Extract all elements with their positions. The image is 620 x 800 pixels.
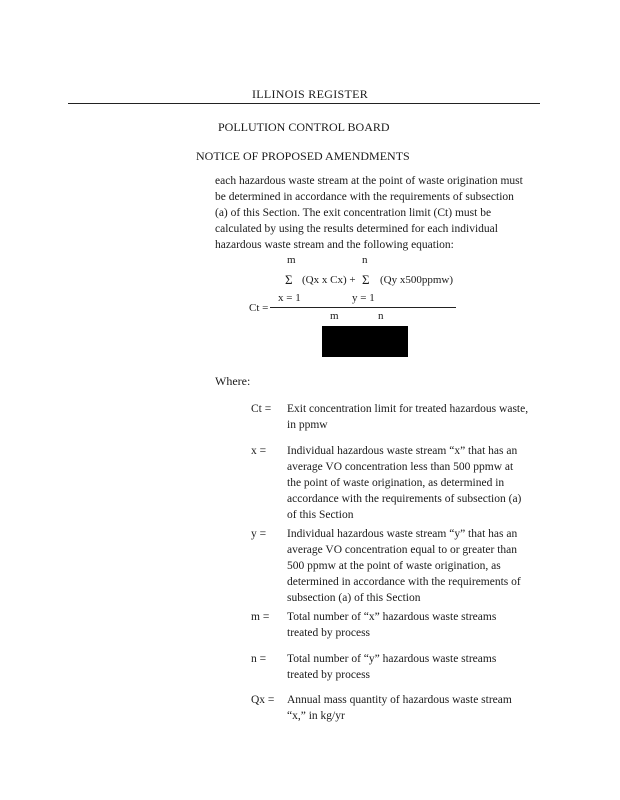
- definition-term: Qx =: [251, 694, 275, 706]
- definition-line: subsection (a) of this Section: [287, 592, 421, 604]
- definition-line: the point of waste origination, as determined in: [287, 477, 505, 489]
- definition-line: Total number of “x” hazardous waste streams: [287, 611, 497, 623]
- definition-line: Total number of “y” hazardous waste streams: [287, 653, 497, 665]
- where-label: Where:: [215, 374, 251, 388]
- sum2-term: (Qy x500ppmw): [380, 274, 454, 286]
- definition-term: Ct =: [251, 403, 272, 415]
- definition-line: Individual hazardous waste stream “y” that has an: [287, 528, 518, 540]
- definition-line: determined in accordance with the requirements of: [287, 576, 521, 588]
- paragraph-line: hazardous waste stream and the following equation:: [215, 239, 454, 251]
- denominator-m: m: [330, 310, 339, 322]
- definition-line: 500 ppmw at the point of waste origination, as: [287, 560, 501, 572]
- equation-lhs: Ct =: [249, 302, 269, 314]
- sum1-sigma: Σ: [285, 272, 293, 287]
- definition-line: Annual mass quantity of hazardous waste stream: [287, 694, 512, 706]
- paragraph-line: (a) of this Section. The exit concentration limit (Ct) must be: [215, 207, 492, 219]
- definition-line: “x,” in kg/yr: [287, 710, 345, 722]
- definition-term: y =: [251, 528, 267, 540]
- sum2-upper-limit: n: [362, 254, 368, 266]
- definition-line: of this Section: [287, 509, 354, 521]
- definition-line: Exit concentration limit for treated hazardous waste,: [287, 403, 529, 415]
- definition-line: in ppmw: [287, 419, 328, 431]
- paragraph-line: calculated by using the results determined for each individual: [215, 223, 498, 235]
- intro-paragraph: [215, 173, 545, 253]
- sum1-upper-limit: m: [287, 254, 296, 266]
- definition-line: accordance with the requirements of subsection (a): [287, 493, 522, 505]
- definition-line: average VO concentration equal to or greater than: [287, 544, 517, 556]
- notice-title: NOTICE OF PROPOSED AMENDMENTS: [196, 149, 410, 163]
- sum2-sigma: Σ: [362, 272, 370, 287]
- definition-line: Individual hazardous waste stream “x” that has an: [287, 445, 518, 457]
- header-rule: [68, 103, 540, 104]
- definition-line: treated by process: [287, 669, 371, 681]
- board-name: POLLUTION CONTROL BOARD: [218, 120, 390, 134]
- sum1-lower-limit: x = 1: [278, 292, 301, 304]
- definition-term: x =: [251, 445, 267, 457]
- definition-term: n =: [251, 653, 267, 665]
- register-title: ILLINOIS REGISTER: [251, 87, 369, 101]
- sum2-lower-limit: y = 1: [352, 292, 375, 304]
- definition-term: m =: [251, 611, 270, 623]
- definition-line: treated by process: [287, 627, 371, 639]
- definition-line: average VO concentration less than 500 ppmw at: [287, 461, 514, 473]
- denominator-n: n: [378, 310, 384, 322]
- redaction-block: [322, 326, 408, 357]
- paragraph-line: be determined in accordance with the requirements of subsection: [215, 191, 514, 203]
- paragraph-line: each hazardous waste stream at the point of waste origination must: [215, 175, 523, 187]
- fraction-bar: [270, 307, 456, 308]
- sum1-term: (Qx x Cx) +: [302, 274, 356, 286]
